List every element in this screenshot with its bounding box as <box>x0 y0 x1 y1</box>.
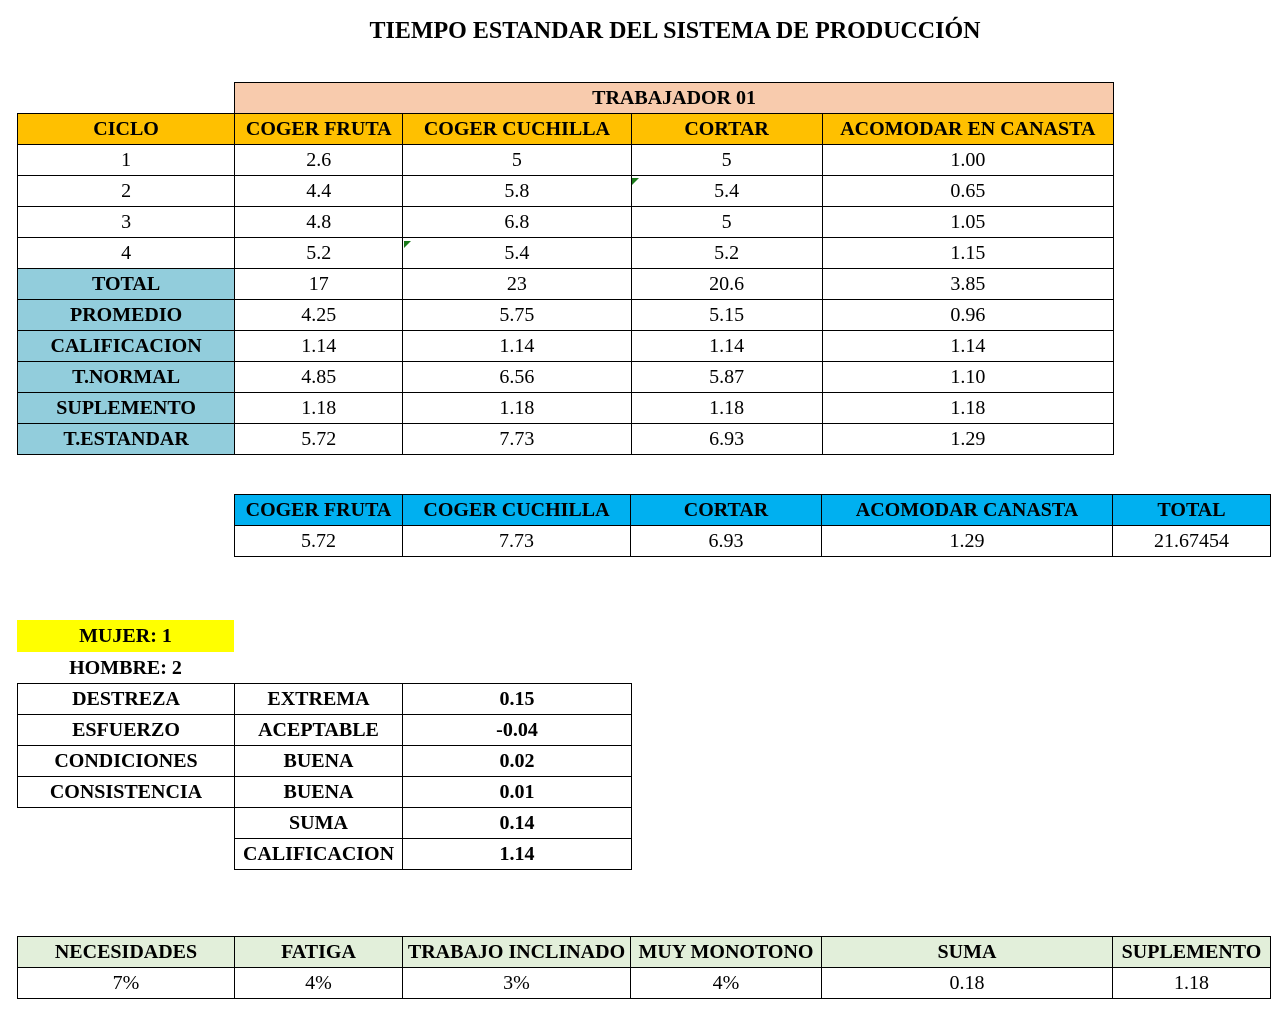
summary-header: TOTAL <box>1113 495 1271 526</box>
factor-value: -0.04 <box>403 715 632 746</box>
summary-header: ACOMODAR CANASTA <box>822 495 1113 526</box>
supplement-value: 7% <box>18 968 235 999</box>
value-cell: 5.4 <box>631 176 822 207</box>
value-cell: 4.4 <box>235 176 403 207</box>
rating-row <box>18 746 632 777</box>
hombre-label: HOMBRE: 2 <box>69 657 182 679</box>
summary-value: 6.93 <box>631 526 822 557</box>
value-cell: 5.72 <box>235 424 403 455</box>
value-cell: 1.15 <box>822 238 1113 269</box>
value-cell: 6.8 <box>403 207 631 238</box>
table-row <box>18 238 1114 269</box>
supplement-header: TRABAJO INCLINADO <box>403 937 631 968</box>
empty-cell <box>18 839 235 870</box>
value-cell: 2.6 <box>235 145 403 176</box>
factor-value: 0.02 <box>403 746 632 777</box>
value-cell: 4.8 <box>235 207 403 238</box>
supplement-table <box>17 936 1271 999</box>
value-cell: 1.14 <box>631 331 822 362</box>
value-cell: 1.18 <box>631 393 822 424</box>
supplement-value: 4% <box>235 968 403 999</box>
row-label: T.NORMAL <box>18 362 235 393</box>
row-label: CALIFICACION <box>18 331 235 362</box>
value-cell: 5.2 <box>235 238 403 269</box>
mujer-label: MUJER: 1 <box>17 620 234 652</box>
row-label: PROMEDIO <box>18 300 235 331</box>
table-row <box>18 269 1114 300</box>
summary-value: 21.67454 <box>1113 526 1271 557</box>
column-header: CORTAR <box>631 114 822 145</box>
value-cell: 1.00 <box>822 145 1113 176</box>
summary-value: 5.72 <box>235 526 403 557</box>
value-cell: 6.93 <box>631 424 822 455</box>
sum-label: SUMA <box>235 808 403 839</box>
value-cell: 0.96 <box>822 300 1113 331</box>
rating-value: 1.14 <box>403 839 632 870</box>
summary-header: CORTAR <box>631 495 822 526</box>
comment-marker-icon <box>404 241 411 248</box>
cycle-cell: 1 <box>18 145 235 176</box>
column-header: ACOMODAR EN CANASTA <box>822 114 1113 145</box>
page-title: TIEMPO ESTANDAR DEL SISTEMA DE PRODUCCIÓN <box>369 18 981 44</box>
factor-level: BUENA <box>235 777 403 808</box>
rating-row <box>18 808 632 839</box>
worker-header: TRABAJADOR 01 <box>235 83 1114 114</box>
summary-value-row <box>235 526 1271 557</box>
value-cell: 5.15 <box>631 300 822 331</box>
value-cell: 5.8 <box>403 176 631 207</box>
factor-label: CONDICIONES <box>18 746 235 777</box>
table-row <box>18 393 1114 424</box>
value-cell: 1.18 <box>403 393 631 424</box>
value-cell: 17 <box>235 269 403 300</box>
value-cell: 0.65 <box>822 176 1113 207</box>
column-header: CICLO <box>18 114 235 145</box>
table-row <box>18 145 1114 176</box>
factor-value: 0.01 <box>403 777 632 808</box>
factor-label: DESTREZA <box>18 684 235 715</box>
supplement-value-row <box>18 968 1271 999</box>
empty-cell <box>18 808 235 839</box>
summary-header: COGER FRUTA <box>235 495 403 526</box>
supplement-header: FATIGA <box>235 937 403 968</box>
value-cell: 7.73 <box>403 424 631 455</box>
column-header: COGER CUCHILLA <box>403 114 631 145</box>
rating-row <box>18 715 632 746</box>
rating-row <box>18 777 632 808</box>
summary-header: COGER CUCHILLA <box>403 495 631 526</box>
value-cell: 20.6 <box>631 269 822 300</box>
table-row <box>18 207 1114 238</box>
value-cell: 5 <box>403 145 631 176</box>
value-cell: 1.14 <box>403 331 631 362</box>
row-label: TOTAL <box>18 269 235 300</box>
supplement-header: NECESIDADES <box>18 937 235 968</box>
value-cell: 4.25 <box>235 300 403 331</box>
row-label: SUPLEMENTO <box>18 393 235 424</box>
supplement-header: SUMA <box>822 937 1113 968</box>
factor-label: CONSISTENCIA <box>18 777 235 808</box>
summary-value: 7.73 <box>403 526 631 557</box>
rating-row <box>18 839 632 870</box>
value-cell: 6.56 <box>403 362 631 393</box>
comment-marker-icon <box>632 178 639 185</box>
supplement-value: 0.18 <box>822 968 1113 999</box>
table-row <box>18 300 1114 331</box>
group-header-row <box>18 83 1114 114</box>
table-row <box>18 331 1114 362</box>
factor-level: BUENA <box>235 746 403 777</box>
value-cell: 1.05 <box>822 207 1113 238</box>
main-table <box>17 82 1114 455</box>
column-header: COGER FRUTA <box>235 114 403 145</box>
cycle-cell: 2 <box>18 176 235 207</box>
value-cell: 4.85 <box>235 362 403 393</box>
row-label: T.ESTANDAR <box>18 424 235 455</box>
table-row <box>18 362 1114 393</box>
value-cell: 1.14 <box>822 331 1113 362</box>
supplement-header: MUY MONOTONO <box>631 937 822 968</box>
summary-table <box>234 494 1271 557</box>
value-cell: 5.75 <box>403 300 631 331</box>
factor-value: 0.15 <box>403 684 632 715</box>
supplement-header: SUPLEMENTO <box>1113 937 1271 968</box>
factor-level: ACEPTABLE <box>235 715 403 746</box>
supplement-value: 4% <box>631 968 822 999</box>
value-cell: 5.4 <box>403 238 631 269</box>
value-cell: 5 <box>631 207 822 238</box>
value-cell: 1.29 <box>822 424 1113 455</box>
value-cell: 5.2 <box>631 238 822 269</box>
factor-label: ESFUERZO <box>18 715 235 746</box>
value-cell: 1.14 <box>235 331 403 362</box>
value-cell: 5 <box>631 145 822 176</box>
value-cell: 1.18 <box>822 393 1113 424</box>
rating-label: CALIFICACION <box>235 839 403 870</box>
table-row <box>18 176 1114 207</box>
supplement-header-row <box>18 937 1271 968</box>
summary-header-row <box>235 495 1271 526</box>
cycle-cell: 4 <box>18 238 235 269</box>
summary-value: 1.29 <box>822 526 1113 557</box>
factor-level: EXTREMA <box>235 684 403 715</box>
value-cell: 1.18 <box>235 393 403 424</box>
supplement-value: 1.18 <box>1113 968 1271 999</box>
table-row <box>18 424 1114 455</box>
rating-table <box>17 683 632 870</box>
value-cell: 1.10 <box>822 362 1113 393</box>
empty-cell <box>18 83 235 114</box>
cycle-cell: 3 <box>18 207 235 238</box>
value-cell: 5.87 <box>631 362 822 393</box>
supplement-value: 3% <box>403 968 631 999</box>
rating-row <box>18 684 632 715</box>
value-cell: 3.85 <box>822 269 1113 300</box>
column-header-row <box>18 114 1114 145</box>
sum-value: 0.14 <box>403 808 632 839</box>
value-cell: 23 <box>403 269 631 300</box>
